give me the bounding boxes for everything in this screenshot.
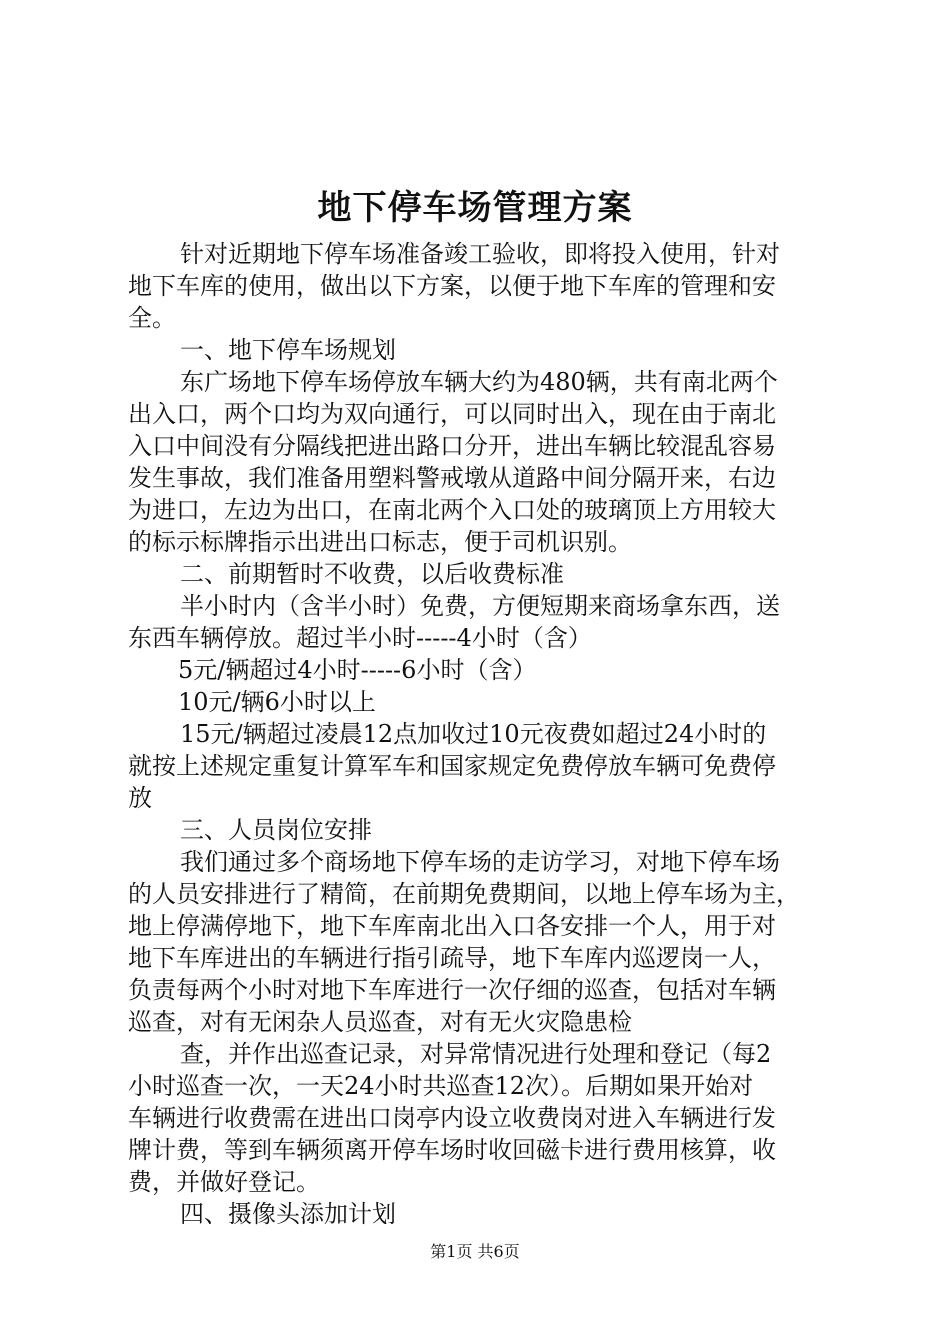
paragraph-line: 小时巡查一次，一天24小时共巡查12次）。后期如果开始对 [128, 1072, 754, 1100]
paragraph-line: 查，并作出巡查记录，对异常情况进行处理和登记（每2 [180, 1040, 772, 1068]
paragraph-line: 车辆进行收费需在进出口岗亭内设立收费岗对进入车辆进行发 [128, 1104, 776, 1132]
section-heading: 三、人员岗位安排 [180, 816, 372, 844]
section-heading: 四、摄像头添加计划 [180, 1200, 396, 1228]
paragraph-line: 放 [128, 784, 152, 812]
paragraph-line: 入口中间没有分隔线把进出路口分开，进出车辆比较混乱容易 [128, 432, 776, 460]
paragraph-line: 负责每两个小时对地下车库进行一次仔细的巡查，包括对车辆 [128, 976, 776, 1004]
paragraph-line: 全。 [128, 304, 176, 332]
section-heading: 二、前期暂时不收费，以后收费标准 [180, 560, 564, 588]
paragraph-line: 的标示标牌指示出进出口标志，便于司机识别。 [128, 528, 632, 556]
paragraph-line: 我们通过多个商场地下停车场的走访学习，对地下停车场 [180, 848, 780, 876]
paragraph-line: 发生事故，我们准备用塑料警戒墩从道路中间分隔开来，右边 [128, 464, 776, 492]
paragraph-line: 出入口，两个口均为双向通行，可以同时出入，现在由于南北 [128, 400, 776, 428]
paragraph-line: 半小时内（含半小时）免费，方便短期来商场拿东西，送 [180, 592, 780, 620]
paragraph-line: 为进口，左边为出口，在南北两个入口处的玻璃顶上方用较大 [128, 496, 776, 524]
paragraph-line: 就按上述规定重复计算军车和国家规定免费停放车辆可免费停 [128, 752, 776, 780]
paragraph-line: 10元/辆6小时以上 [178, 688, 376, 716]
paragraph-line: 15元/辆超过凌晨12点加收过10元夜费如超过24小时的 [180, 720, 767, 748]
section-heading: 一、地下停车场规划 [180, 336, 396, 364]
page-number-footer: 第1页 共6页 [430, 1242, 520, 1261]
paragraph-line: 费，并做好登记。 [128, 1168, 320, 1196]
paragraph-line: 5元/辆超过4小时-----6小时（含） [178, 656, 537, 684]
paragraph-line: 地下车库的使用，做出以下方案，以便于地下车库的管理和安 [128, 272, 776, 300]
paragraph-line: 巡查，对有无闲杂人员巡查，对有无火灾隐患检 [128, 1008, 632, 1036]
paragraph-line: 地下车库进出的车辆进行指引疏导，地下车库内巡逻岗一人， [128, 944, 776, 972]
document-title: 地下停车场管理方案 [317, 188, 633, 228]
paragraph-line: 东广场地下停车场停放车辆大约为480辆，共有南北两个 [180, 368, 778, 396]
paragraph-line: 东西车辆停放。超过半小时-----4小时（含） [128, 624, 592, 652]
paragraph-line: 针对近期地下停车场准备竣工验收，即将投入使用，针对 [180, 240, 780, 268]
paragraph-line: 牌计费，等到车辆须离开停车场时收回磁卡进行费用核算，收 [128, 1136, 776, 1164]
paragraph-line: 地上停满停地下，地下车库南北出入口各安排一个人，用于对 [128, 912, 776, 940]
paragraph-line: 的人员安排进行了精简，在前期免费期间，以地上停车场为主， [128, 880, 800, 908]
